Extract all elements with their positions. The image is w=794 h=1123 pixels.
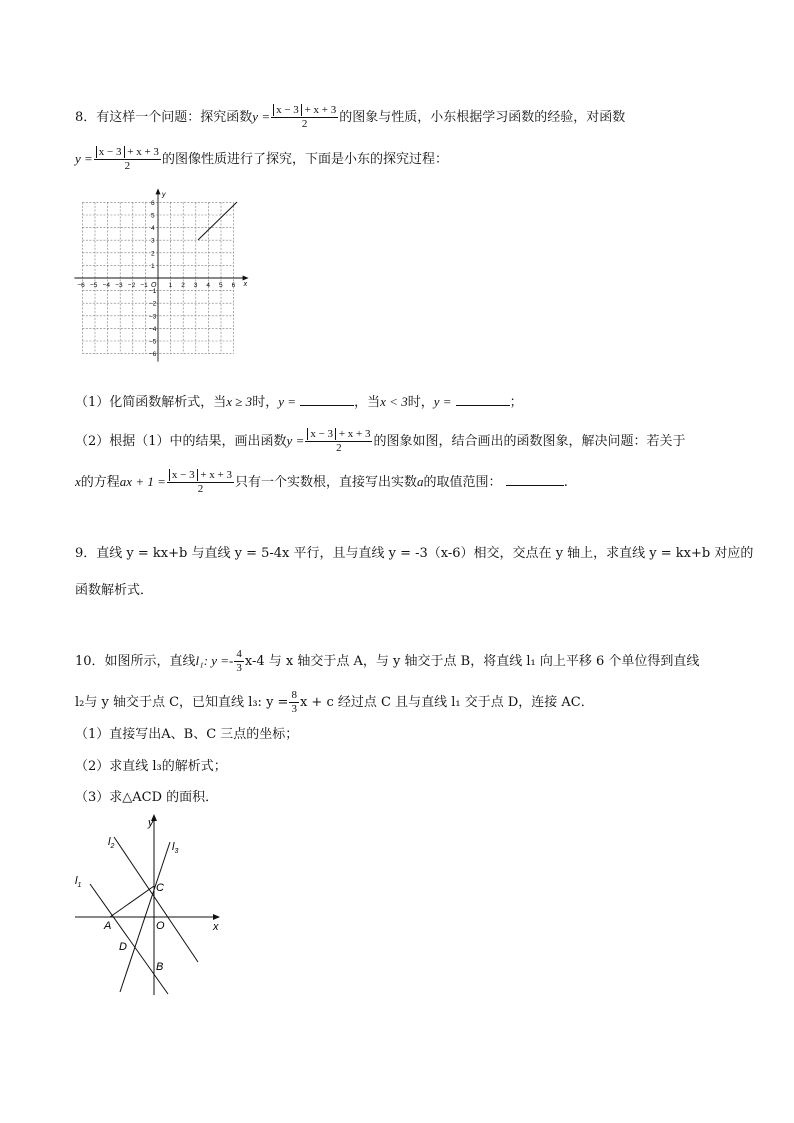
x-tick-label: 3 — [193, 282, 198, 289]
part2-text-b: 的图象如图，结合画出的函数图象，解决问题：若关于 — [373, 434, 686, 449]
x-tick-label: 1 — [168, 282, 173, 289]
x-tick-label: −3 — [115, 282, 123, 289]
q10-fraction-1 — [234, 648, 244, 675]
denominator: 2 — [336, 442, 342, 454]
part2-x: x — [75, 474, 81, 489]
q8-part2-line2 — [75, 469, 568, 496]
part1-text-a: （1）化简函数解析式，当 — [75, 395, 227, 410]
y-tick-label: 5 — [151, 212, 155, 220]
x-tick-label: 5 — [219, 282, 223, 289]
x-tick-label: 6 — [231, 282, 236, 289]
abs-term: x − 3 — [307, 428, 336, 440]
part2-text-a: （2）根据（1）中的结果，画出函数 — [75, 434, 287, 449]
q8-func-lhs-2: y = — [75, 151, 93, 166]
part2-text-e: 的取值范围： — [423, 475, 502, 490]
answer-blank-3[interactable] — [506, 473, 564, 486]
x-tick-label: −6 — [77, 282, 85, 289]
abs-term: x − 3 — [169, 469, 198, 481]
y-tick-label: −5 — [149, 338, 157, 346]
q8-grid-figure — [70, 186, 260, 372]
q10-figure — [70, 812, 230, 997]
x-tick-label: 4 — [206, 282, 211, 289]
part2-text-d: 只有一个实数根，直接写出实数 — [235, 475, 418, 490]
part2-fraction-2 — [167, 469, 234, 496]
part2-equation: ax + 1 = — [119, 474, 166, 489]
numerator: 4 — [236, 648, 242, 660]
q10-sub3: （3）求△ACD 的面积． — [75, 790, 219, 805]
denominator: 2 — [301, 118, 308, 130]
label-l1: $l_1$ — [75, 875, 82, 889]
segment-ac — [110, 886, 154, 917]
part1-text-e: ； — [509, 395, 523, 410]
q8-number: 8． — [75, 110, 97, 125]
x-axis-arrow — [243, 276, 249, 281]
y-axis-arrow — [156, 188, 161, 194]
q8-fraction-2 — [94, 146, 161, 173]
part2-func-lhs: y = — [286, 433, 305, 448]
label-y: y — [148, 817, 154, 829]
abs-term: x − 3 — [273, 104, 302, 116]
y-tick-label: 6 — [151, 199, 155, 207]
x-tick-label: −1 — [140, 282, 148, 289]
y-tick-label: −4 — [149, 325, 157, 333]
q8-part2-line1 — [75, 428, 686, 455]
y-tick-label: 4 — [151, 225, 155, 233]
x-tick-label: 2 — [181, 282, 185, 289]
label-l2: $l_2$ — [108, 836, 115, 850]
q8-intro: 有这样一个问题：探究函数 — [96, 110, 253, 125]
q10-l1: l₁ — [195, 653, 204, 668]
q10-line2 — [75, 689, 594, 716]
y-tick-label: −2 — [149, 300, 157, 308]
label-o: O — [156, 920, 165, 932]
part1-cond1: x ≥ 3 — [226, 394, 253, 409]
y-tick-label: −1 — [149, 288, 157, 296]
q10-sub1: （1）直接写出A、B、C 三点的坐标； — [75, 727, 299, 742]
label-b: B — [156, 961, 164, 973]
q10-line1 — [75, 648, 699, 675]
label-l3: $l_3$ — [172, 841, 179, 855]
numerator: 8 — [291, 689, 297, 701]
q8-line2 — [75, 146, 448, 173]
y-tick-label: −6 — [149, 351, 157, 359]
grid-axes — [74, 188, 248, 361]
label-a: A — [104, 920, 112, 932]
abs-term: x − 3 — [96, 146, 125, 158]
x-tick-label: −4 — [102, 282, 111, 289]
denominator: 3 — [236, 662, 242, 674]
x-axis-label: x — [243, 281, 248, 288]
answer-blank-1[interactable] — [300, 393, 354, 406]
q10-fraction-2 — [289, 689, 299, 716]
denominator: 3 — [291, 703, 297, 715]
origin-label: O — [151, 282, 157, 289]
y-axis-label: y — [162, 191, 166, 199]
q10-text-c: x-4 与 x 轴交于点 A，与 y 轴交于点 B，将直线 l₁ 向上平移 6 个单位得到直线 — [244, 654, 700, 669]
x-tick-label: −2 — [127, 282, 136, 289]
y-tick-label: 2 — [151, 250, 155, 258]
q10-text-a: 10．如图所示，直线 — [75, 654, 196, 669]
q8-intro-after: 的图象与性质，小东根据学习函数的经验，对函数 — [339, 110, 626, 125]
part2-fraction — [305, 428, 372, 455]
q10-text-d: l₂与 y 轴交于点 C，已知直线 l₃: y = — [75, 695, 289, 710]
q10-sub2: （2）求直线 l₃的解析式； — [75, 759, 227, 774]
part1-text-d: 时， — [407, 395, 434, 410]
q10-text-b: : y =- — [203, 653, 234, 668]
part1-y: y = — [278, 394, 296, 409]
denominator: 2 — [197, 483, 204, 495]
y-tick-label: −3 — [149, 313, 157, 321]
part1-cond2: x < 3 — [380, 394, 408, 409]
part2-a-var: a — [417, 474, 424, 489]
x-axis-arrow — [213, 914, 220, 920]
part2-text-c: 的方程 — [80, 475, 120, 490]
y-tick-label: 3 — [151, 237, 155, 245]
label-d: D — [119, 941, 127, 953]
y-tick-label: 1 — [151, 262, 155, 270]
part1-text-b: 时， — [252, 395, 279, 410]
x-tick-label: −5 — [90, 282, 98, 289]
answer-blank-2[interactable] — [456, 393, 510, 406]
graph-segment — [198, 202, 237, 240]
q8-line1 — [75, 104, 625, 131]
num-rest: + x + 3 — [124, 146, 159, 158]
q9-line1: 9．直线 y = kx+b 与直线 y = 5-4x 平行，且与直线 y = -3（x-6）相交，交点在 y 轴上，求直线 y = kx+b 对应的 — [75, 546, 754, 561]
q8-part1 — [75, 393, 523, 412]
q9-line2: 函数解析式． — [75, 583, 154, 598]
num-rest: + x + 3 — [197, 469, 233, 481]
part2-text-f: . — [563, 475, 568, 490]
denominator: 2 — [124, 160, 131, 172]
q8-func-lhs: y = — [252, 109, 271, 124]
q8-fraction — [271, 104, 338, 131]
q10-text-e: x + c 经过点 C 且与直线 l₁ 交于点 D，连接 AC． — [299, 695, 594, 710]
label-c: C — [156, 882, 164, 894]
part1-y-2: y = — [433, 394, 452, 409]
num-rest: + x + 3 — [336, 428, 371, 440]
num-rest: + x + 3 — [301, 104, 337, 116]
part1-text-c: ，当 — [354, 395, 381, 410]
q8-line2-text: 的图像性质进行了探究，下面是小东的探究过程： — [161, 152, 448, 167]
label-x: x — [213, 921, 219, 933]
